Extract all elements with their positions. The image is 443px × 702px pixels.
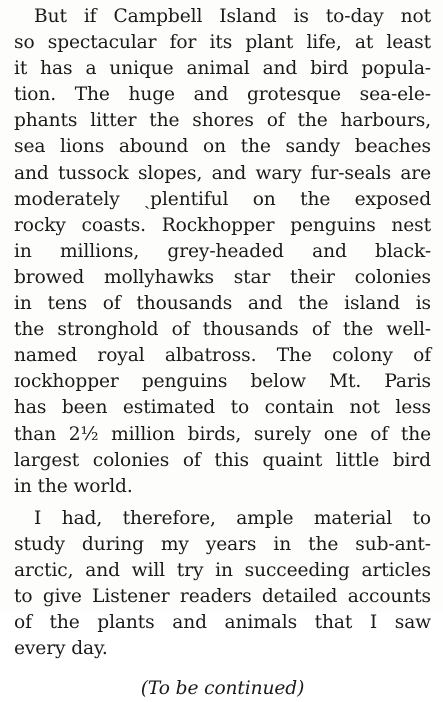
text-line: of the plants and animals that I saw	[14, 612, 431, 634]
text-line: ɪockhopper penguins below Mt. Paris	[14, 371, 431, 393]
text-line: I had, therefore, ample material to	[34, 507, 431, 529]
text-line: study during my years in the sub-ant-	[14, 533, 431, 555]
text-line: in tens of thousands and the island is	[14, 293, 431, 315]
text-line: tion. The huge and grotesque sea-ele-	[14, 84, 431, 106]
article-column	[14, 4, 431, 702]
text-line: in millions, grey-headed and black-	[14, 240, 431, 262]
text-line: sea lions abound on the sandy beaches	[14, 136, 431, 158]
text-line: to give Listener readers detailed accounts	[14, 586, 431, 608]
text-line: phants litter the shores of the harbours,	[14, 110, 431, 132]
text-line: browed mollyhawks star their colonies	[14, 266, 431, 288]
text-line: moderately ˏplentiful on the exposed	[14, 188, 431, 210]
text-line: the stronghold of thousands of the well-	[14, 319, 431, 341]
text-line: But if Campbell Island is to-day not	[34, 6, 431, 27]
paragraph-1	[14, 4, 431, 500]
text-line: so spectacular for its plant life, at least	[14, 32, 431, 54]
text-line: than 2½ million birds, surely one of the	[14, 423, 431, 445]
text-line: it has a unique animal and bird popula-	[14, 58, 431, 80]
text-line: every day.	[14, 638, 108, 660]
text-line: in the world.	[14, 475, 133, 497]
paragraph-2	[14, 506, 431, 663]
text-line: has been estimated to contain not less	[14, 397, 431, 419]
text-line: largest colonies of this quaint little bird	[14, 449, 431, 471]
text-line: named royal albatross. The colony of	[14, 345, 431, 367]
text-line: arctic, and will try in succeeding articles	[14, 559, 431, 581]
text-line: and tussock slopes, and wary fur-seals are	[14, 162, 431, 184]
text-line: rocky coasts. Rockhopper penguins nest	[14, 214, 431, 236]
continued-notice: (To be continued)	[140, 678, 305, 700]
